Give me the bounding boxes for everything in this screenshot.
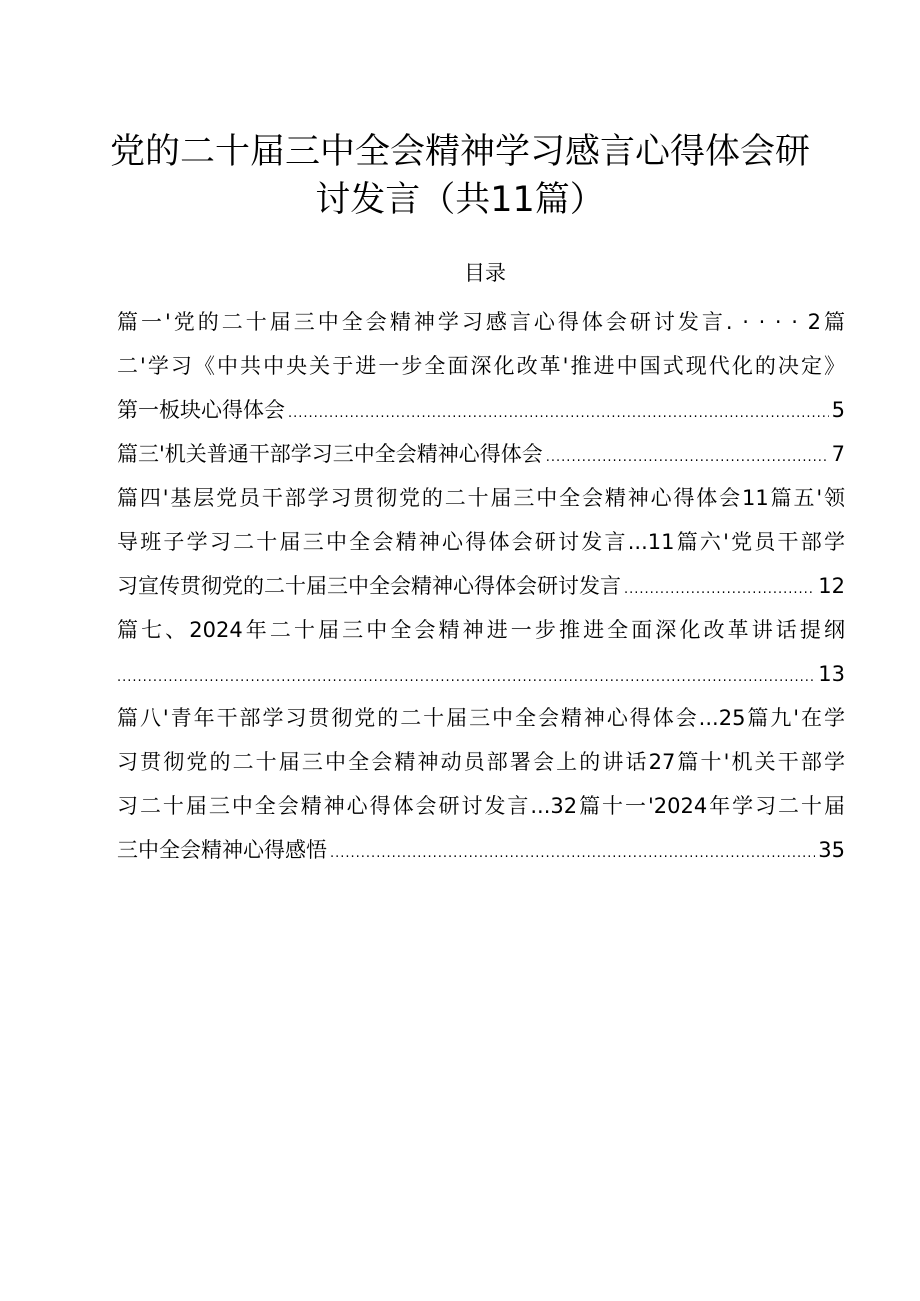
toc-entry-page: 13: [818, 662, 845, 686]
toc-line-text: 篇四'基层党员干部学习贯彻党的二十届三中全会精神心得体会11篇五'领: [117, 486, 845, 510]
toc-heading: 目录: [464, 261, 506, 285]
toc-line: [117, 300, 845, 344]
toc-entry-page: 5: [831, 398, 845, 422]
toc-line: [117, 740, 845, 784]
toc-entry-title: 三中全会精神心得感悟: [117, 838, 327, 862]
toc-line-text: 导班子学习二十届三中全会精神心得体会研讨发言...11篇六'党员干部学: [117, 530, 845, 554]
toc-line-text: 习二十届三中全会精神心得体会研讨发言...32篇十一'2024年学习二十届: [117, 794, 845, 818]
toc-line: [117, 344, 845, 388]
dot-leader: [288, 392, 829, 432]
toc-entry[interactable]: [117, 432, 845, 476]
toc-entry-title: 篇三'机关普通干部学习三中全会精神心得体会: [117, 442, 543, 466]
toc-line: [117, 608, 845, 652]
document-title-line-2: 讨发言（共11篇）: [315, 180, 605, 220]
toc-entry[interactable]: [117, 388, 845, 432]
toc-line: [117, 696, 845, 740]
toc-entry[interactable]: [117, 828, 845, 872]
dot-leader: [624, 568, 815, 608]
toc-entry[interactable]: [117, 652, 845, 696]
document-title-line-1: 党的二十届三中全会精神学习感言心得体会研: [109, 132, 810, 172]
toc-entry-page: 7: [831, 442, 845, 466]
dot-leader: [330, 832, 815, 872]
toc-entry-page: 35: [818, 838, 845, 862]
toc-line-text: 篇一'党的二十届三中全会精神学习感言心得体会研讨发言. · · · · 2篇: [117, 310, 845, 334]
dot-leader: [546, 436, 829, 476]
toc-entry-title: 第一板块心得体会: [117, 398, 285, 422]
toc-entry[interactable]: [117, 564, 845, 608]
dot-leader: [117, 656, 815, 696]
toc-line: [117, 784, 845, 828]
toc-line-text: 篇八'青年干部学习贯彻党的二十届三中全会精神心得体会...25篇九'在学: [117, 706, 845, 730]
toc-line-text: 二'学习《中共中央关于进一步全面深化改革'推进中国式现代化的决定》: [117, 354, 845, 378]
toc-entry-page: 12: [818, 574, 845, 598]
toc-line: [117, 520, 845, 564]
toc-line-text: 习贯彻党的二十届三中全会精神动员部署会上的讲话27篇十'机关干部学: [117, 750, 845, 774]
toc-line: [117, 476, 845, 520]
toc-entry-title: 习宣传贯彻党的二十届三中全会精神心得体会研讨发言: [117, 574, 621, 598]
toc-line-text: 篇七、2024年二十届三中全会精神进一步推进全面深化改革讲话提纲: [117, 618, 845, 642]
